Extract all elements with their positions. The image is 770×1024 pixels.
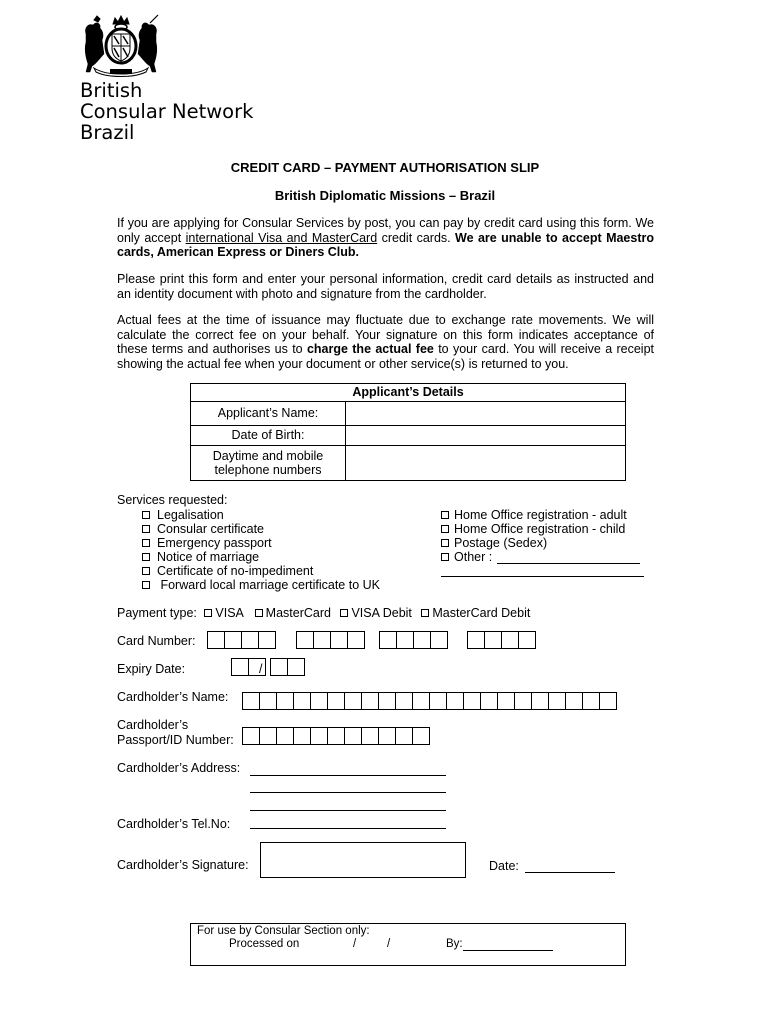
services-right-list (441, 508, 627, 564)
processed-on-label: Processed on (229, 938, 300, 950)
checkbox[interactable] (142, 567, 150, 575)
by-line[interactable] (463, 950, 553, 951)
checkbox[interactable] (142, 581, 150, 589)
service-forward-certificate[interactable]: Forward local marriage certificate to UK (142, 578, 380, 592)
intro-paragraph-1: If you are applying for Consular Services by post, you can pay by credit card using this form. We only accept international Visa and MasterCard credit cards. We are unable to accept Maestro cards, American Express or Diners Club. (117, 216, 654, 260)
payment-type-row (117, 606, 530, 620)
address-label: Cardholder’s Address: (117, 761, 241, 775)
passport-label-1: Cardholder’s (117, 718, 189, 732)
accepted-cards-text: international Visa and MasterCard (185, 230, 378, 245)
service-consular-certificate[interactable]: Consular certificate (142, 522, 380, 536)
cardholder-name-label: Cardholder’s Name: (117, 690, 229, 704)
checkbox[interactable] (255, 609, 263, 617)
processed-slash-1: / (353, 938, 357, 950)
address-line-3[interactable] (250, 810, 446, 811)
checkbox[interactable] (441, 539, 449, 547)
checkbox[interactable] (204, 609, 212, 617)
expiry-year[interactable] (271, 658, 305, 676)
date-label: Date: (489, 859, 519, 873)
payment-mastercard-debit[interactable]: MasterCard Debit (421, 606, 530, 620)
passport-label-2: Passport/ID Number: (117, 733, 234, 747)
organisation-name (80, 80, 253, 143)
processed-slash-2: / (387, 938, 391, 950)
card-number-group-4[interactable] (468, 631, 536, 649)
applicant-name-field[interactable] (346, 402, 625, 425)
checkbox[interactable] (142, 553, 150, 561)
expiry-separator: / (259, 662, 263, 676)
dob-field[interactable] (346, 426, 625, 445)
org-line-2: Consular Network (80, 100, 254, 123)
other-service-line-2[interactable] (441, 576, 644, 577)
card-number-group-2[interactable] (297, 631, 365, 649)
address-line-2[interactable] (250, 792, 446, 793)
phone-field[interactable] (346, 446, 625, 480)
card-number-group-1[interactable] (208, 631, 276, 649)
address-line-1[interactable] (250, 775, 446, 776)
intro-paragraph-3: Actual fees at the time of issuance may fluctuate due to exchange rate movements. We will calculate the correct fee on your behalf. Your signature on this form indicates acceptance of these terms and authorises us to charge the actual fee to your card. You will receive a receipt showing the actual fee when your document or other service(s) is returned to you. (117, 313, 655, 372)
service-ho-registration-adult[interactable]: Home Office registration - adult (441, 508, 627, 522)
signature-label: Cardholder’s Signature: (117, 858, 249, 872)
service-legalisation[interactable]: Legalisation (142, 508, 380, 522)
dob-label: Date of Birth: (231, 428, 305, 442)
payment-type-label: Payment type: (117, 606, 197, 620)
payment-mastercard[interactable]: MasterCard (255, 606, 331, 620)
applicant-details-heading: Applicant’s Details (352, 385, 464, 399)
phone-label-1: Daytime and mobile (212, 449, 324, 463)
checkbox[interactable] (142, 525, 150, 533)
other-service-line[interactable] (497, 563, 640, 564)
payment-visa-debit[interactable]: VISA Debit (340, 606, 411, 620)
services-left-list (142, 508, 380, 593)
tel-label: Cardholder’s Tel.No: (117, 817, 231, 831)
service-postage[interactable]: Postage (Sedex) (441, 536, 627, 550)
checkbox[interactable] (421, 609, 429, 617)
services-heading: Services requested: (117, 493, 228, 507)
service-notice-of-marriage[interactable]: Notice of marriage (142, 550, 380, 564)
cardholder-name-boxes[interactable] (243, 692, 617, 710)
checkbox[interactable] (142, 539, 150, 547)
service-no-impediment[interactable]: Certificate of no-impediment (142, 564, 380, 578)
applicant-name-label: Applicant’s Name: (217, 406, 319, 420)
service-ho-registration-child[interactable]: Home Office registration - child (441, 522, 627, 536)
card-number-label: Card Number: (117, 634, 196, 648)
passport-number-boxes[interactable] (243, 727, 430, 745)
by-label: By: (446, 938, 463, 950)
org-line-1: British (80, 79, 143, 102)
office-use-box (190, 923, 626, 966)
checkbox[interactable] (441, 525, 449, 533)
form-subtitle: British Diplomatic Missions – Brazil (274, 188, 496, 203)
date-line[interactable] (525, 872, 615, 873)
intro-paragraph-2: Please print this form and enter your personal information, credit card details as instructed and an identity document with photo and signature from the cardholder. (117, 272, 654, 301)
payment-visa[interactable]: VISA (204, 606, 243, 620)
checkbox[interactable] (441, 553, 449, 561)
org-line-3: Brazil (80, 121, 135, 144)
checkbox[interactable] (340, 609, 348, 617)
card-number-group-3[interactable] (380, 631, 448, 649)
applicant-details-table (190, 383, 626, 481)
form-title: CREDIT CARD – PAYMENT AUTHORISATION SLIP (230, 160, 540, 175)
service-emergency-passport[interactable]: Emergency passport (142, 536, 380, 550)
expiry-label: Expiry Date: (117, 662, 186, 676)
signature-box[interactable] (260, 842, 466, 878)
checkbox[interactable] (441, 511, 449, 519)
checkbox[interactable] (142, 511, 150, 519)
office-use-heading: For use by Consular Section only: (197, 925, 370, 937)
royal-coat-of-arms-icon (80, 14, 162, 78)
tel-line[interactable] (250, 828, 446, 829)
service-other[interactable]: Other : (441, 550, 627, 564)
phone-label-2: telephone numbers (214, 463, 322, 477)
